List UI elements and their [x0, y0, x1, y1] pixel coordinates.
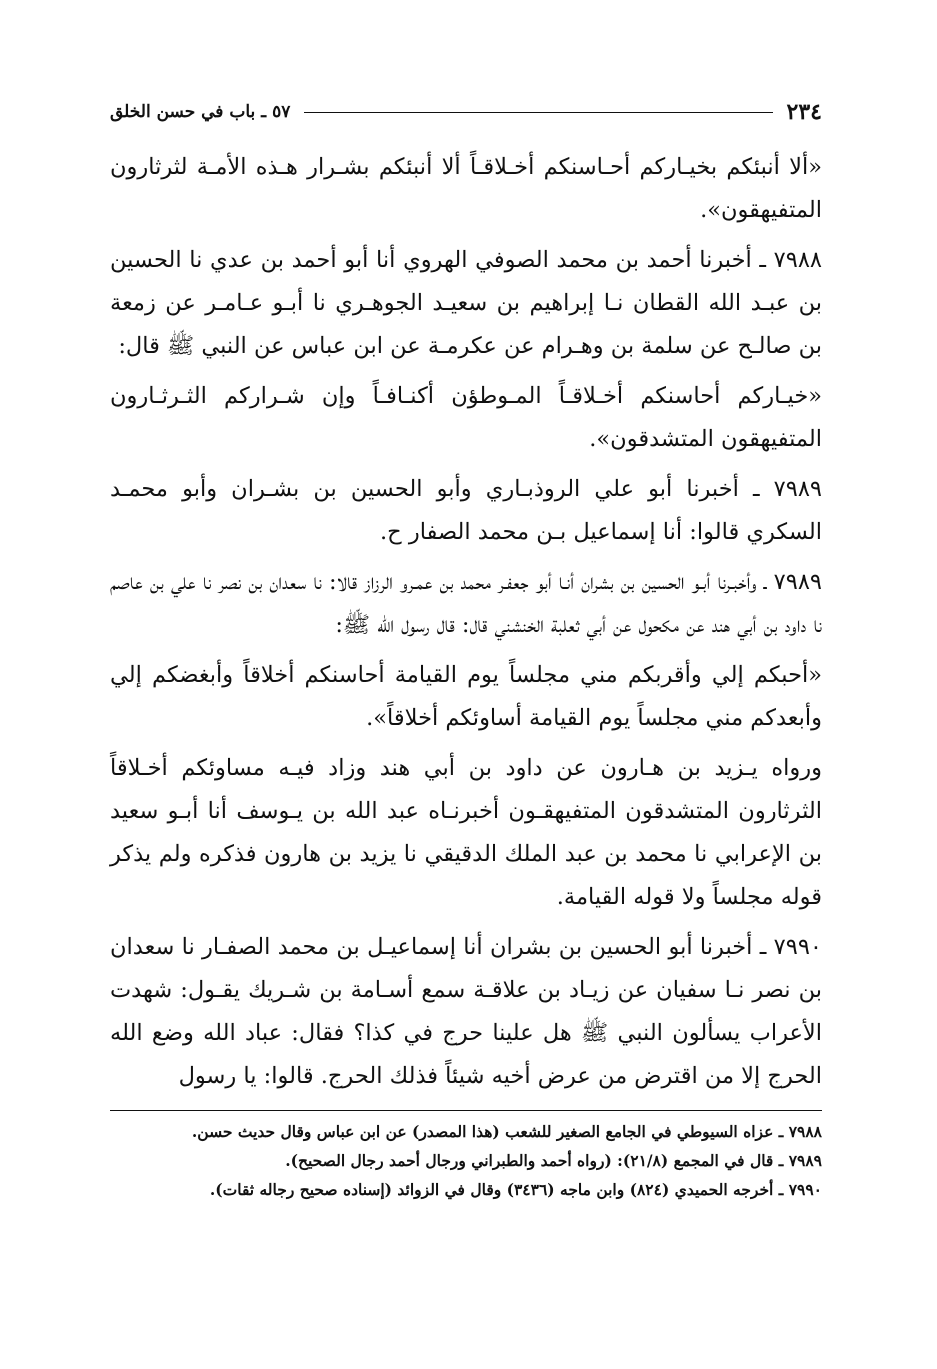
footnotes [110, 1117, 822, 1204]
footnote-divider [110, 1110, 822, 1111]
page-header [110, 92, 822, 132]
chapter-title: ٥٧ ـ باب في حسن الخلق [110, 102, 291, 122]
hadith-text-3: «أحبكم إلي وأقربكم مني مجلساً يوم القيامة أحاسنكم أخلاقاً وأبغضكم إلي وأبعدكم مني مجلساً يوم القيامة أساوئكم أخلاقاً». [110, 662, 822, 731]
footnote-7988: ٧٩٨٨ ـ عزاه السيوطي في الجامع الصغير للشعب (هذا المصدر) عن ابن عباس وقال حديث حسن. [191, 1122, 822, 1141]
footnote-7990: ٧٩٩٠ ـ أخرجه الحميدي (٨٢٤) وابن ماجه (٣٤٣٦) وقال في الزوائد (إسناده صحيح رجاله ثقات). [209, 1180, 822, 1199]
isnad-7990: ٧٩٩٠ ـ أخبرنا أبو الحسين بن بشران أنا إسماعيـل بن محمد الصفـار نا سعدان بن نصر نـا سفيان عن زيـاد بن علاقـة سمع أسـامة بن شـريك يقـول: شهدت الأعراب يسألون النبي ﷺ هل علينا حرج في كذا؟ فقال: عباد الله وضع الله الحرج إلا من اقترض من عرض أخيه شيئاً فذلك الحرج. قالوا: يا رسول [110, 934, 822, 1089]
page-body [110, 146, 822, 1098]
hadith-text-2: «خيـاركم أحاسنكم أخـلاقـاً المـوطؤن أكنـافـاً وإن شـراركم الثـرثـارون المتفيهقون المتشدقون». [110, 383, 822, 452]
header-rule [304, 112, 772, 113]
book-page [110, 92, 822, 1204]
isnad-7988: ٧٩٨٨ ـ أخبرنا أحمد بن محمد الصوفي الهروي أنا أبو أحمد بن عدي نا الحسين بن عبـد الله القطان نـا إبراهيم بن سعيـد الجوهـري نا أبـو عـامـر عن زمعة بن صالـح عن سلمة بن وهـرام عن عكرمـة عن ابن عباس عن النبي ﷺ قال: [110, 247, 822, 359]
isnad-7989-a: ٧٩٨٩ ـ أخبرنا أبو علي الروذبـاري وأبو الحسين بن بشـران وأبو محمـد السكري قالوا: أنا إسماعيل بـن محمد الصفار ح. [110, 476, 822, 545]
hadith-text-1: «ألا أنبئكم بخيـاركم أحـاسنكم أخـلاقـاً ألا أنبئكم بشـرار هـذه الأمـة لثرثارون المتفيهقون». [110, 154, 822, 223]
narration-note: ورواه يـزيد بن هـارون عن داود بن أبي هند وزاد فيـه مساوئكم أخـلاقاً الثرثارون المتشدقون المتفيهقـون أخبرنـاه عبد الله بن يـوسف أنا أبـو سعيد بن الإعرابي نا محمد بن عبد الملك الدقيقي نا يزيد بن هارون فذكره ولم يذكر قوله مجلساً ولا قوله القيامة. [110, 755, 822, 910]
footnote-7989: ٧٩٨٩ ـ قال في المجمع (٢١/٨): (رواه أحمد والطبراني ورجال أحمد رجال الصحيح). [285, 1151, 822, 1170]
page-number: ٢٣٤ [786, 99, 822, 125]
isnad-7989-b: ٧٩٨٩ ـ وأخبـرنا أبـو الحسين بن بشران أنـا أبو جعفـر محمد بن عمـرو الرزاز قالا: نا سعدان بن نصر نا علي بن عاصم نا داود بن أبي هند عن مكحول عن أبي ثعلبة الخنشني قال: قال رسول الله ﷺ: [110, 569, 822, 638]
